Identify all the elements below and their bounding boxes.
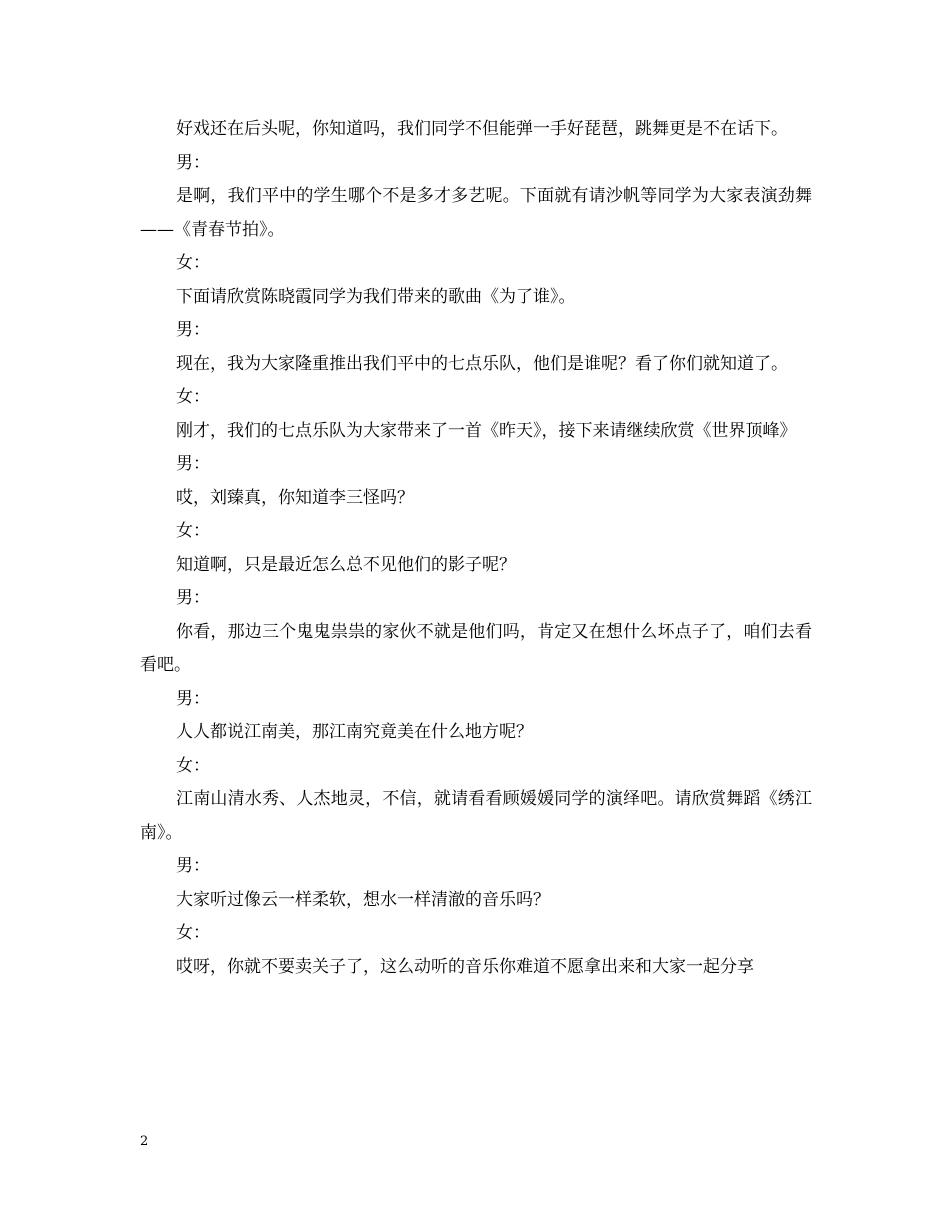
paragraph: 江南山清水秀、人杰地灵，不信，就请看看顾媛媛同学的演绎吧。请欣赏舞蹈《绣江南》。	[140, 789, 812, 843]
speaker-label: 女：	[176, 253, 210, 273]
speaker-label: 女：	[176, 923, 210, 943]
page-number: 2	[140, 1134, 149, 1149]
paragraph: 人人都说江南美，那江南究竟美在什么地方呢？	[176, 722, 533, 742]
paragraph: 你看，那边三个鬼鬼祟祟的家伙不就是他们吗，肯定又在想什么坏点子了，咱们去看看吧。	[140, 621, 812, 675]
paragraph: 刚才，我们的七点乐队为大家带来了一首《昨天》，接下来请继续欣赏《世界顶峰》	[176, 420, 797, 441]
paragraph: 大家听过像云一样柔软，想水一样清澈的音乐吗？	[176, 889, 550, 910]
speaker-label: 男：	[176, 152, 210, 173]
paragraph: 好戏还在后头呢，你知道吗，我们同学不但能弹一手好琵琶，跳舞更是不在话下。	[176, 119, 788, 139]
paragraph: 下面请欣赏陈晓霞同学为我们带来的歌曲《为了谁》。	[176, 286, 576, 307]
speaker-label: 男：	[176, 856, 210, 876]
paragraph: 知道啊，只是最近怎么总不见他们的影子呢？	[176, 554, 516, 575]
speaker-label: 男：	[176, 688, 210, 709]
speaker-label: 女：	[176, 521, 210, 541]
speaker-label: 男：	[176, 454, 210, 474]
speaker-label: 男：	[176, 588, 210, 608]
speaker-label: 女：	[176, 755, 210, 776]
paragraph: 是啊，我们平中的学生哪个不是多才多艺呢。下面就有请沙帆等同学为大家表演劲舞——《青春节拍》。	[140, 186, 812, 240]
paragraph: 现在，我为大家隆重推出我们平中的七点乐队，他们是谁呢？看了你们就知道了。	[176, 353, 788, 374]
paragraph: 哎，刘臻真，你知道李三怪吗？	[176, 487, 414, 508]
document-body	[140, 113, 812, 984]
speaker-label: 女：	[176, 387, 210, 407]
paragraph: 哎呀，你就不要卖关子了，这么动听的音乐你难道不愿拿出来和大家一起分享	[176, 956, 754, 977]
speaker-label: 男：	[176, 320, 210, 340]
